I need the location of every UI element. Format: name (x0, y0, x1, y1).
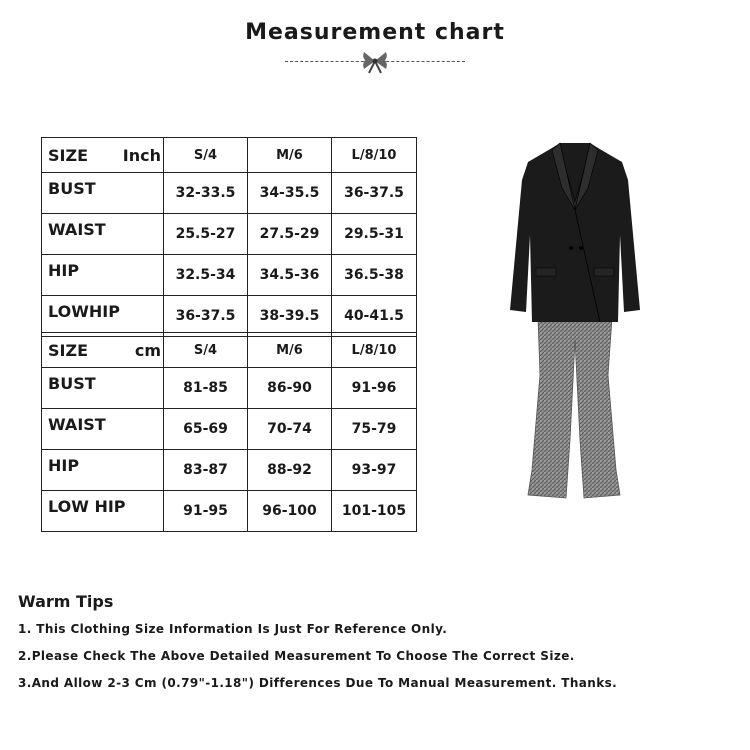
table-row (42, 450, 417, 491)
blazer-shape (510, 143, 640, 322)
size-column-header: M/6 (248, 333, 332, 368)
table-cell: 83-87 (164, 450, 248, 491)
size-table-inch (41, 137, 417, 337)
table-cell: 29.5-31 (332, 214, 417, 255)
table-cell: 81-85 (164, 368, 248, 409)
table-cell: 86-90 (248, 368, 332, 409)
row-label: BUST (42, 368, 164, 409)
tip-item: 1. This Clothing Size Information Is Just For Reference Only. (18, 622, 448, 636)
table-cell: 40-41.5 (332, 296, 417, 337)
table-row (42, 173, 417, 214)
table-cell: 93-97 (332, 450, 417, 491)
table-row (42, 368, 417, 409)
table-row (42, 255, 417, 296)
table-row (42, 491, 417, 532)
unit-label: cm (134, 340, 161, 360)
table-cell: 70-74 (248, 409, 332, 450)
table-cell: 101-105 (332, 491, 417, 532)
table-cell: 36.5-38 (332, 255, 417, 296)
page-title: Measurement chart (245, 20, 505, 45)
table-cell: 91-95 (164, 491, 248, 532)
unit-label: Inch (122, 145, 161, 165)
table-cell: 38-39.5 (248, 296, 332, 337)
warm-tips-title: Warm Tips (18, 592, 114, 611)
table-cell: 75-79 (332, 409, 417, 450)
table-row (42, 214, 417, 255)
row-label: WAIST (42, 409, 164, 450)
warm-tips-section (18, 592, 733, 703)
row-label: LOW HIP (42, 491, 164, 532)
row-label: HIP (42, 450, 164, 491)
size-column-header: S/4 (164, 138, 248, 173)
table-cell: 32.5-34 (164, 255, 248, 296)
table-row (42, 409, 417, 450)
table-cell: 34-35.5 (248, 173, 332, 214)
size-column-header: S/4 (164, 333, 248, 368)
table-header-row (42, 138, 417, 173)
table-cell: 25.5-27 (164, 214, 248, 255)
row-label: HIP (42, 255, 164, 296)
table-cell: 88-92 (248, 450, 332, 491)
size-label: SIZE (48, 145, 89, 165)
bow-ornament-icon (361, 48, 389, 74)
table-cell: 36-37.5 (332, 173, 417, 214)
size-column-header: M/6 (248, 138, 332, 173)
table-cell: 27.5-29 (248, 214, 332, 255)
table-row (42, 296, 417, 337)
table-header-row (42, 333, 417, 368)
table-cell: 34.5-36 (248, 255, 332, 296)
row-label: BUST (42, 173, 164, 214)
table-cell: 96-100 (248, 491, 332, 532)
table-cell: 91-96 (332, 368, 417, 409)
size-column-header: L/8/10 (332, 333, 417, 368)
table-cell: 32-33.5 (164, 173, 248, 214)
size-header-cell (42, 333, 164, 368)
size-header-cell (42, 138, 164, 173)
table-cell: 65-69 (164, 409, 248, 450)
size-column-header: L/8/10 (332, 138, 417, 173)
size-table-cm (41, 332, 417, 532)
tip-item: 2.Please Check The Above Detailed Measurement To Choose The Correct Size. (18, 649, 575, 663)
outfit-image (500, 140, 650, 505)
row-label: LOWHIP (42, 296, 164, 337)
row-label: WAIST (42, 214, 164, 255)
table-cell: 36-37.5 (164, 296, 248, 337)
tip-item: 3.And Allow 2-3 Cm (0.79"-1.18") Differences Due To Manual Measurement. Thanks. (18, 676, 618, 690)
size-label: SIZE (48, 340, 89, 360)
trousers-shape (528, 318, 620, 498)
